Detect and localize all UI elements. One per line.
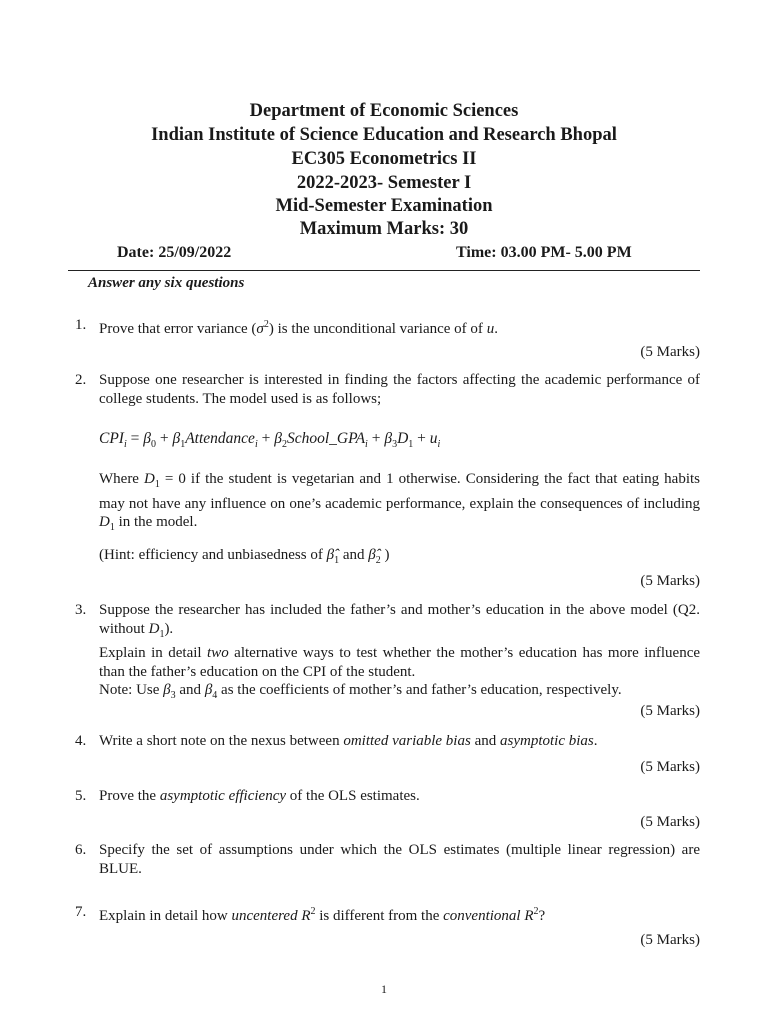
header-divider: [68, 270, 700, 271]
exam-date: Date: 25/09/2022: [117, 244, 232, 261]
regression-equation: $CPI_i = \beta_0$ + $\beta_1Attendance_i$ + $\beta_2School\_GPA_i + \beta_3D_1 + u_i$: [99, 430, 441, 451]
question-number: 7.: [75, 904, 87, 920]
institute-title: Indian Institute of Science Education and Research Bhopal: [151, 125, 617, 145]
marks-label: (5 Marks): [640, 344, 700, 360]
question-number: 4.: [75, 733, 87, 749]
question-number: 6.: [75, 842, 87, 858]
course-title: EC305 Econometrics II: [291, 149, 477, 169]
question-text: Prove the asymptotic efficiency of the OLS estimates.: [99, 788, 420, 804]
exam-time: Time: 03.00 PM- 5.00 PM: [456, 244, 632, 261]
question-number: 5.: [75, 788, 87, 804]
max-marks: Maximum Marks: 30: [299, 219, 469, 239]
department-title: Department of Economic Sciences: [249, 101, 519, 121]
question-number: 3.: [75, 602, 87, 618]
question-text: Specify the set of assumptions under which the OLS estimates (multiple linear regression) are BLUE.: [99, 842, 700, 877]
question-text: Prove that error variance $(\sigma^2)$ is the unconditional variance of of u.: [99, 319, 498, 337]
exam-title: Mid-Semester Examination: [275, 196, 493, 216]
marks-label: (5 Marks): [640, 573, 700, 589]
instruction: Answer any six questions: [88, 275, 245, 291]
question-text: Suppose one researcher is interested in finding the factors affecting the academic performance of college students. The model used is as follows;: [99, 372, 700, 407]
question-text: Write a short note on the nexus between omitted variable bias and asymptotic bias.: [99, 733, 598, 749]
session-title: 2022-2023- Semester I: [296, 173, 472, 193]
page-number: 1: [381, 982, 387, 996]
question-number: 2.: [75, 372, 87, 388]
marks-label: (5 Marks): [640, 703, 700, 719]
marks-label: (5 Marks): [640, 759, 700, 775]
question-number: 1.: [75, 317, 87, 333]
marks-label: (5 Marks): [640, 932, 700, 948]
exam-page: Department of Economic Sciences Indian Institute of Science Education and Research Bhopal EC305 Econometrics II 2022-2023- Semester I Mid-Semester Examination Maximum Marks: 30 Date: 25/09/2022 Time: 03.00 PM- 5.00 PM Answer any six questions 1. Prove that error variance $(\sigma^2)$ is the unconditional variance of of u. (5 Marks) 2. Suppose one researcher is interested in finding the factors affecting the academic performance of college students. The model used is as follows; $CPI_i = \beta_0$ + $\beta_1Attendance_i$ + $\beta_2School\_GPA_i + \beta_3D_1 + u_i$ Where $D_1 = 0$ if the student is vegetarian and 1 otherwise. Considering the fact that eating habits may not have any influence on one’s academic performance, explain the consequences of including $D_1$ in the model. (Hint: efficiency and unbiasedness of $\betâ_1$ and $\betâ_2$ ) (5 Marks) 3. Suppose the researcher has included the father’s and mother’s education in the above model (Q2. without $D_1$). Explain in detail two alternative ways to test whether the mother’s education has more influence than the father’s education on the CPI of the student. Note: Use $\beta_3$ and $\beta_4$ as the coefficients of mother’s and father’s education, respectively. (5 Marks) 4. Write a short note on the nexus between omitted variable bias and asymptotic bias. (5 Marks) 5. Prove the asymptotic efficiency of the OLS estimates. (5 Marks) 6. Specify the set of assumptions under which the OLS estimates (multiple linear regression) are BLUE. 7. Explain in detail how uncentered $R^2$ is different from the conventional $R^2$? (5 Marks) 1: [0, 0, 768, 1024]
marks-label: (5 Marks): [640, 814, 700, 830]
question-text: Explain in detail how uncentered $R^2$ is different from the conventional $R^2$?: [99, 906, 546, 924]
question-text: Suppose the researcher has included the father’s and mother’s education in the above model (Q2. without $D_1$). Explain in detail two alternative ways to test whether the mother’s education has more influence than the father’s education on the CPI of the student. Note: Use $\beta_3$ and $\beta_4$ as the coefficients of mother’s and father’s education, respectively.: [99, 602, 701, 701]
